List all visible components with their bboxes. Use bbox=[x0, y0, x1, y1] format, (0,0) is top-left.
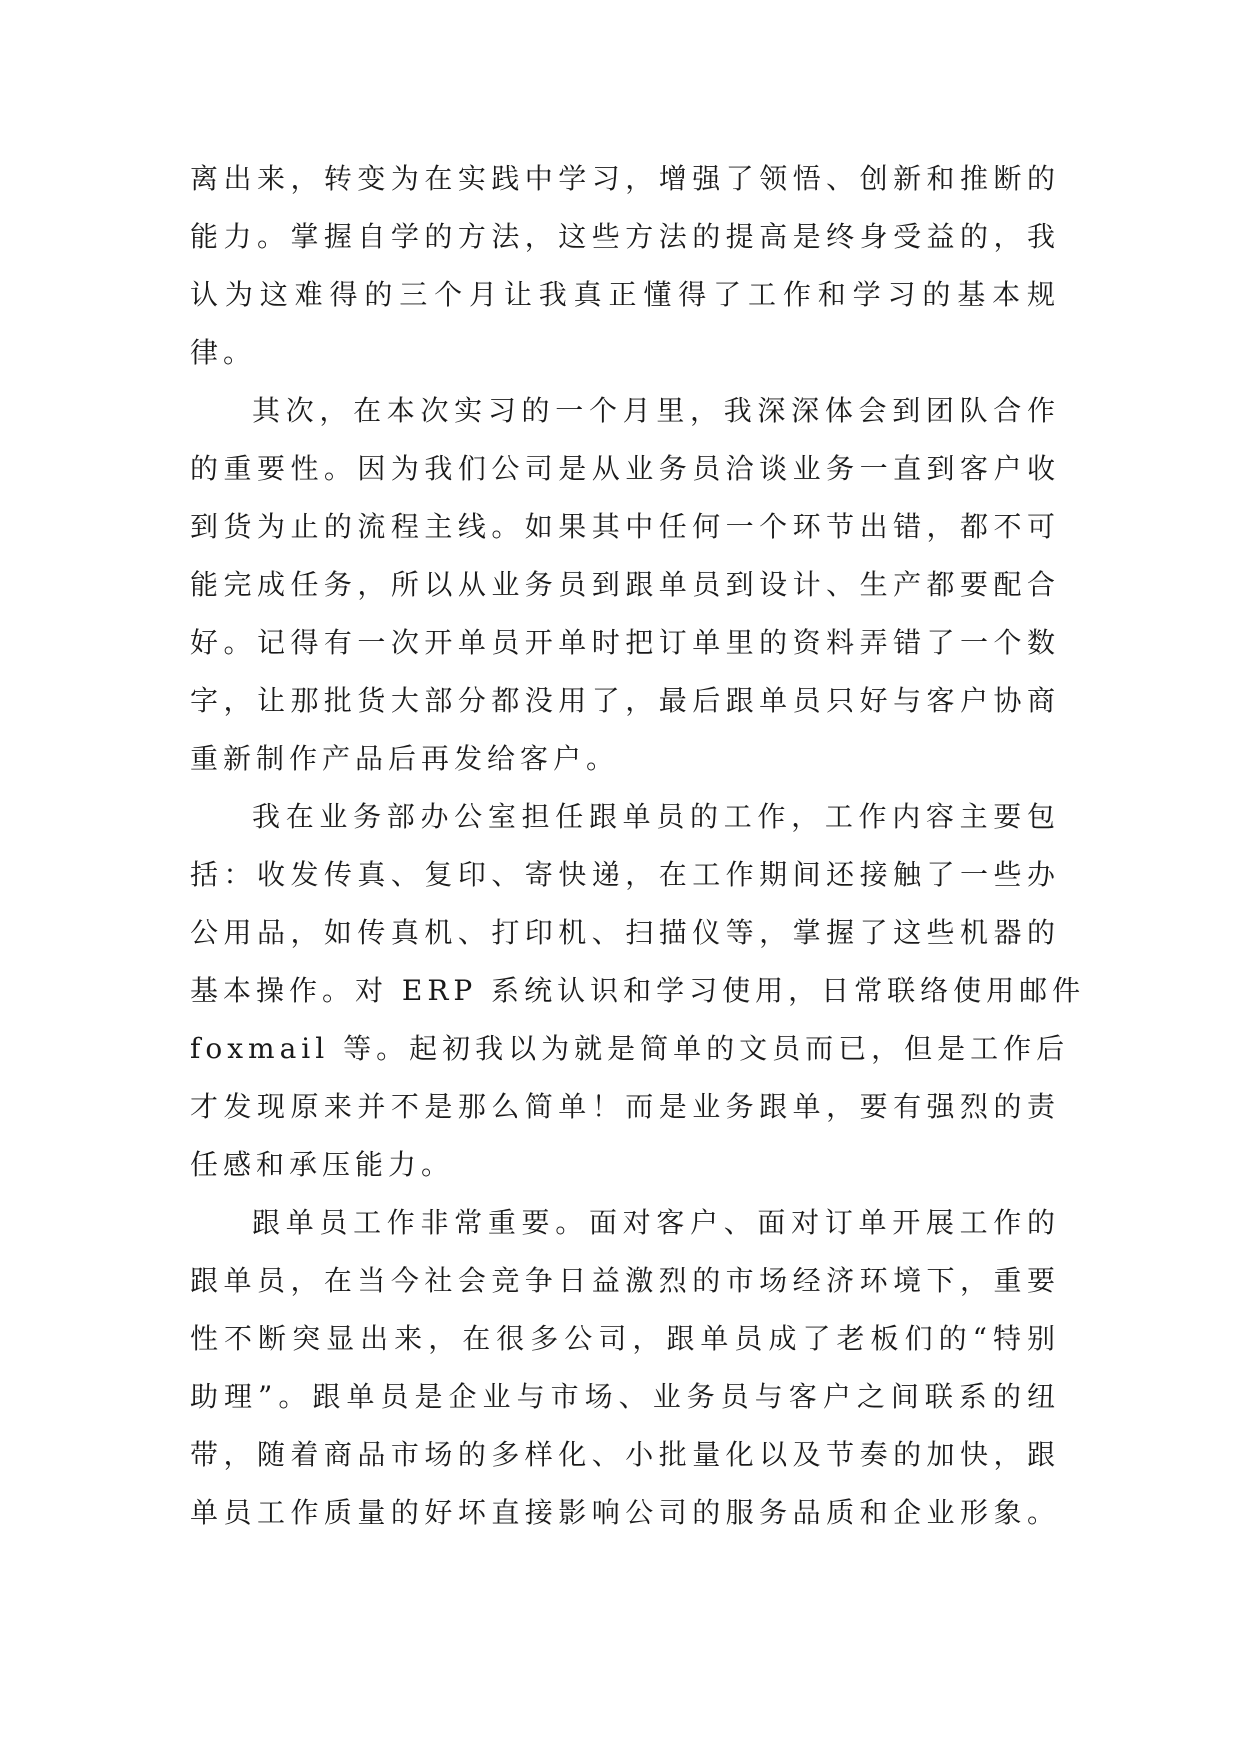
paragraph-line: 性不断突显出来，在很多公司，跟单员成了老板们的“特别 bbox=[190, 1322, 1060, 1355]
paragraph-1 bbox=[190, 150, 1060, 382]
paragraph-line: 括：收发传真、复印、寄快递，在工作期间还接触了一些办 bbox=[190, 858, 1060, 891]
paragraph-line: 单员工作质量的好坏直接影响公司的服务品质和企业形象。 bbox=[190, 1496, 1060, 1529]
paragraph-line: 离出来，转变为在实践中学习，增强了领悟、创新和推断的 bbox=[190, 162, 1060, 195]
paragraph-line: 的重要性。因为我们公司是从业务员洽谈业务一直到客户收 bbox=[190, 452, 1060, 485]
paragraph-line: 助理”。跟单员是企业与市场、业务员与客户之间联系的纽 bbox=[190, 1380, 1060, 1413]
paragraph-4 bbox=[190, 1194, 1060, 1542]
paragraph-line: 律。 bbox=[190, 336, 257, 369]
paragraph-line: 字，让那批货大部分都没用了，最后跟单员只好与客户协商 bbox=[190, 684, 1060, 717]
paragraph-line: 跟单员工作非常重要。面对客户、面对订单开展工作的 bbox=[252, 1206, 1060, 1239]
paragraph-line: 能完成任务，所以从业务员到跟单员到设计、生产都要配合 bbox=[190, 568, 1060, 601]
paragraph-line: 基本操作。对 ERP 系统认识和学习使用，日常联络使用邮件 bbox=[190, 974, 1086, 1007]
paragraph-line: foxmail 等。起初我以为就是简单的文员而已，但是工作后 bbox=[190, 1032, 1070, 1065]
paragraph-3 bbox=[190, 788, 1086, 1194]
paragraph-line: 能力。掌握自学的方法，这些方法的提高是终身受益的，我 bbox=[190, 220, 1060, 253]
paragraph-line: 认为这难得的三个月让我真正懂得了工作和学习的基本规 bbox=[190, 278, 1060, 311]
paragraph-line: 带，随着商品市场的多样化、小批量化以及节奏的加快，跟 bbox=[190, 1438, 1060, 1471]
paragraph-line: 任感和承压能力。 bbox=[190, 1148, 455, 1181]
paragraph-line: 我在业务部办公室担任跟单员的工作，工作内容主要包 bbox=[252, 800, 1060, 833]
paragraph-line: 其次，在本次实习的一个月里，我深深体会到团队合作 bbox=[252, 394, 1060, 427]
document-body bbox=[190, 150, 1086, 1542]
paragraph-line: 重新制作产品后再发给客户。 bbox=[190, 742, 620, 775]
paragraph-2 bbox=[190, 382, 1060, 788]
paragraph-line: 到货为止的流程主线。如果其中任何一个环节出错，都不可 bbox=[190, 510, 1060, 543]
paragraph-line: 公用品，如传真机、打印机、扫描仪等，掌握了这些机器的 bbox=[190, 916, 1060, 949]
paragraph-line: 才发现原来并不是那么简单！而是业务跟单，要有强烈的责 bbox=[190, 1090, 1060, 1123]
paragraph-line: 好。记得有一次开单员开单时把订单里的资料弄错了一个数 bbox=[190, 626, 1060, 659]
paragraph-line: 跟单员，在当今社会竞争日益激烈的市场经济环境下，重要 bbox=[190, 1264, 1060, 1297]
